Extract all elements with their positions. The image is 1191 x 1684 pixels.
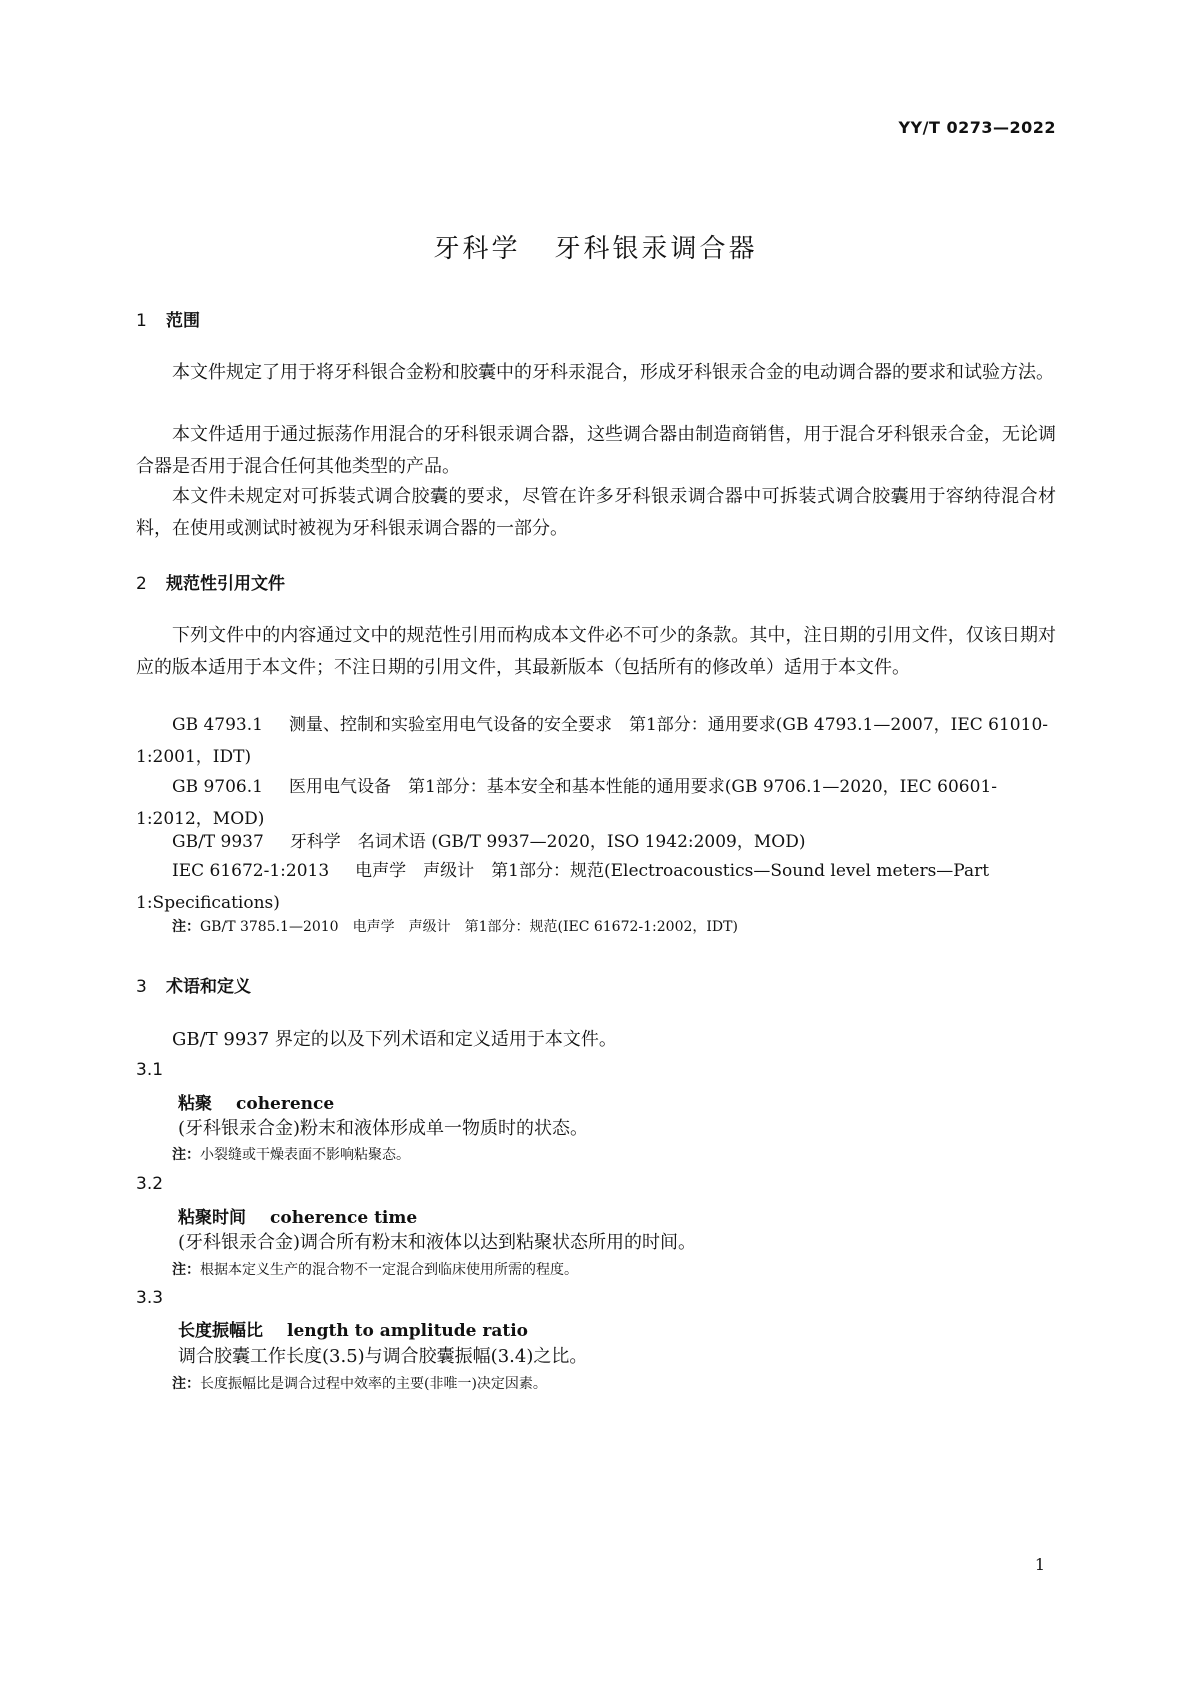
document-title bbox=[0, 228, 1191, 265]
reference-item bbox=[136, 855, 1056, 919]
title-part2: 牙科银汞调合器 bbox=[554, 234, 758, 264]
term-zh: 粘聚时间 bbox=[178, 1208, 246, 1228]
term-note bbox=[172, 1260, 1052, 1280]
section-number: 3 bbox=[136, 977, 147, 997]
section-title: 范围 bbox=[166, 311, 200, 331]
term-zh: 粘聚 bbox=[178, 1094, 212, 1114]
term-heading bbox=[178, 1089, 334, 1114]
section-2-heading bbox=[136, 569, 285, 594]
term-definition: 调合胶囊工作长度(3.5)与调合胶囊振幅(3.4)之比。 bbox=[178, 1346, 588, 1367]
reference-note bbox=[172, 917, 1052, 937]
term-number: 3.3 bbox=[136, 1288, 164, 1308]
title-part1: 牙科学 bbox=[433, 234, 521, 264]
section-1-paragraph-3: 本文件未规定对可拆装式调合胶囊的要求，尽管在许多牙科银汞调合器中可拆装式调合胶囊用于容纳待混合材料，在使用或测试时被视为牙科银汞调合器的一部分。 bbox=[136, 486, 1056, 539]
section-3-intro: GB/T 9937 界定的以及下列术语和定义适用于本文件。 bbox=[172, 1029, 617, 1050]
section-number: 1 bbox=[136, 311, 147, 331]
term-heading bbox=[178, 1203, 417, 1228]
page-number: 1 bbox=[1034, 1555, 1045, 1574]
reference-code: GB 9706.1 bbox=[172, 777, 263, 797]
term-definition: (牙科银汞合金)粉末和液体形成单一物质时的状态。 bbox=[178, 1118, 589, 1139]
term-definition: (牙科银汞合金)调合所有粉末和液体以达到粘聚状态所用的时间。 bbox=[178, 1232, 697, 1253]
section-1-paragraph-2: 本文件适用于通过振荡作用混合的牙科银汞调合器，这些调合器由制造商销售，用于混合牙科银汞合金，无论调合器是否用于混合任何其他类型的产品。 bbox=[136, 424, 1056, 477]
section-1-paragraph-1: 本文件规定了用于将牙科银合金粉和胶囊中的牙科汞混合，形成牙科银汞合金的电动调合器的要求和试验方法。 bbox=[172, 362, 1054, 383]
section-title: 规范性引用文件 bbox=[166, 574, 285, 594]
term-heading bbox=[178, 1316, 528, 1341]
reference-code: IEC 61672-1:2013 bbox=[172, 861, 330, 881]
term-number: 3.1 bbox=[136, 1060, 164, 1080]
reference-item bbox=[136, 709, 1056, 773]
section-title: 术语和定义 bbox=[166, 977, 251, 997]
note-label: 注： bbox=[172, 1262, 200, 1278]
term-number: 3.2 bbox=[136, 1174, 164, 1194]
note-text: GB/T 3785.1—2010 电声学 声级计 第1部分：规范(IEC 61672-1:2002，IDT) bbox=[200, 919, 738, 935]
note-label: 注： bbox=[172, 1147, 200, 1163]
note-label: 注： bbox=[172, 1376, 200, 1392]
section-2-intro: 下列文件中的内容通过文中的规范性引用而构成本文件必不可少的条款。其中，注日期的引用文件，仅该日期对应的版本适用于本文件；不注日期的引用文件，其最新版本（包括所有的修改单）适用于本文件。 bbox=[136, 625, 1056, 678]
note-text: 根据本定义生产的混合物不一定混合到临床使用所需的程度。 bbox=[200, 1262, 578, 1278]
reference-title: 医用电气设备 第1部分：基本安全和基本性能的通用要求(GB 9706.1—2020，IEC 60601-1:2012，MOD) bbox=[136, 777, 997, 829]
term-note bbox=[172, 1374, 1052, 1394]
term-en: coherence time bbox=[270, 1208, 418, 1228]
reference-code: GB/T 9937 bbox=[172, 832, 264, 852]
term-en: coherence bbox=[236, 1094, 335, 1114]
reference-title: 电声学 声级计 第1部分：规范(Electroacoustics—Sound level meters—Part 1:Specifications) bbox=[136, 861, 990, 913]
reference-title: 测量、控制和实验室用电气设备的安全要求 第1部分：通用要求(GB 4793.1—2007，IEC 61010-1:2001，IDT) bbox=[136, 715, 1048, 767]
term-en: length to amplitude ratio bbox=[287, 1321, 529, 1341]
section-number: 2 bbox=[136, 574, 147, 594]
term-note bbox=[172, 1145, 1052, 1165]
section-1-heading bbox=[136, 306, 200, 331]
reference-item bbox=[136, 826, 1056, 858]
note-text: 长度振幅比是调合过程中效率的主要(非唯一)决定因素。 bbox=[200, 1376, 547, 1392]
reference-code: GB 4793.1 bbox=[172, 715, 263, 735]
section-3-heading bbox=[136, 972, 251, 997]
term-zh: 长度振幅比 bbox=[178, 1321, 263, 1341]
note-label: 注： bbox=[172, 919, 200, 935]
note-text: 小裂缝或干燥表面不影响粘聚态。 bbox=[200, 1147, 410, 1163]
reference-title: 牙科学 名词术语 (GB/T 9937—2020，ISO 1942:2009，MOD) bbox=[289, 832, 806, 852]
standard-number: YY/T 0273—2022 bbox=[898, 118, 1056, 137]
